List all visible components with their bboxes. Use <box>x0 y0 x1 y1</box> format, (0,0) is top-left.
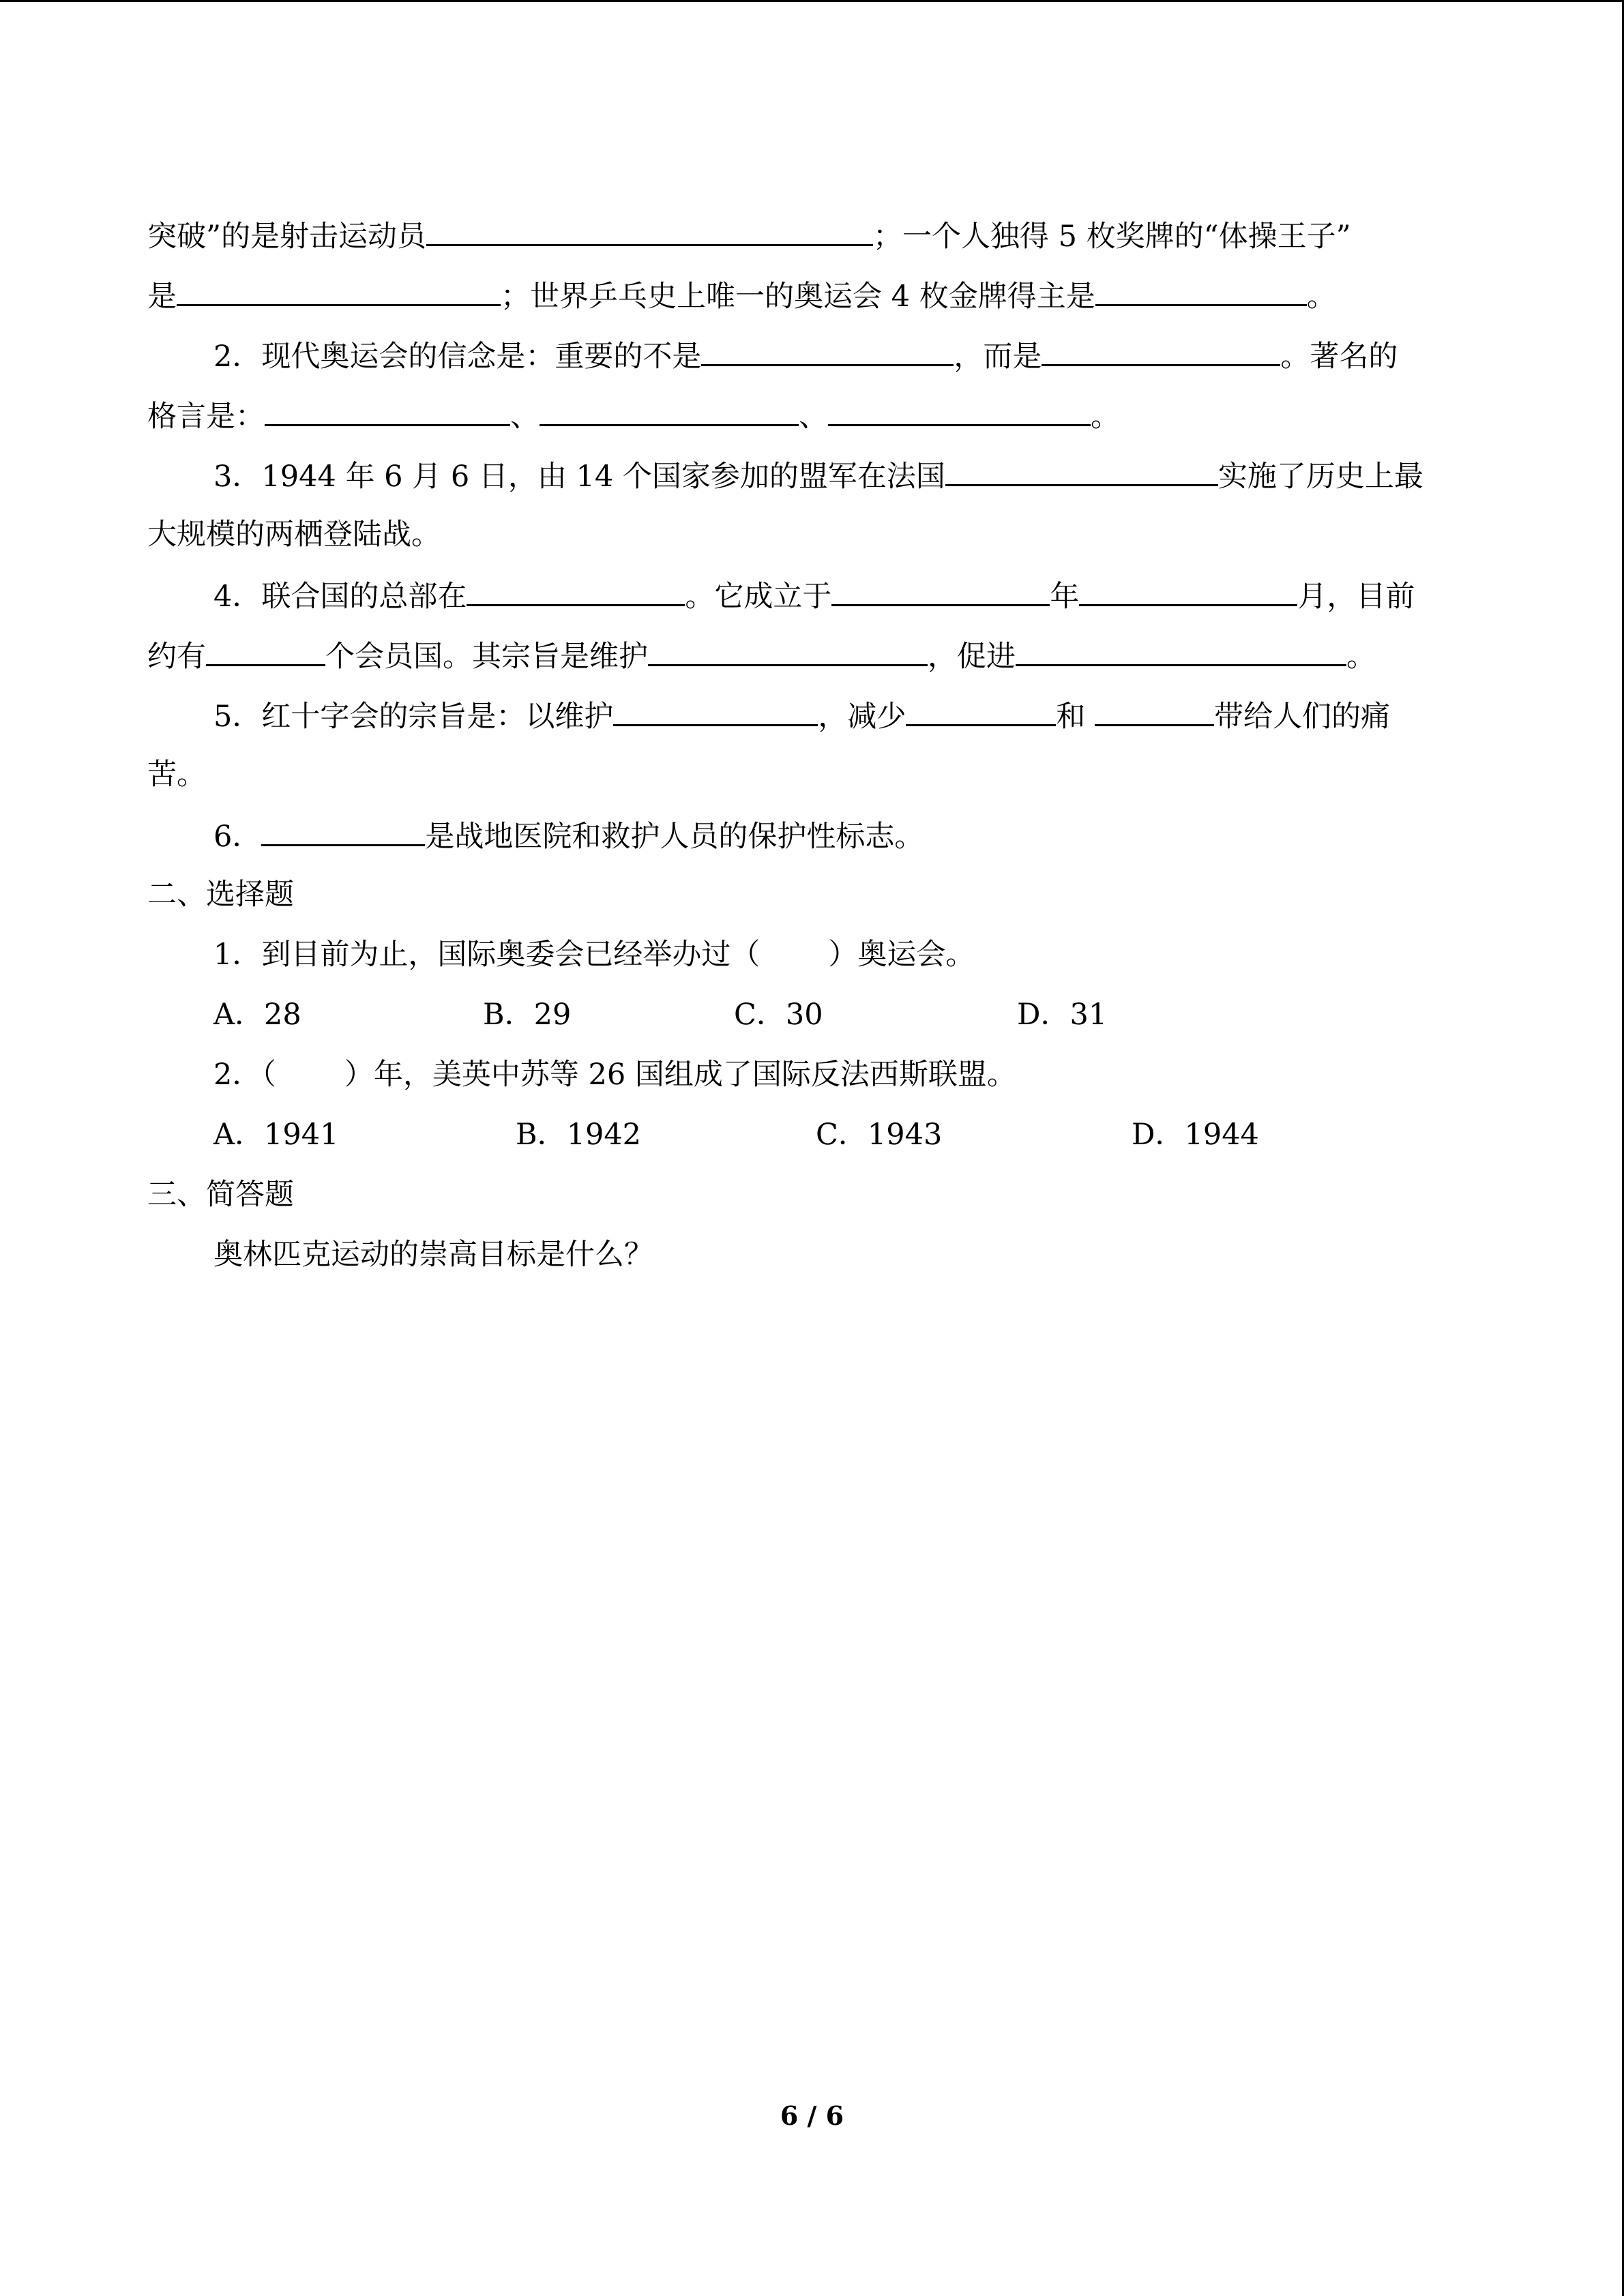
text-segment: 大规模的两栖登陆战。 <box>147 518 441 552</box>
q5-line-2 <box>147 745 1477 805</box>
text-segment: 2．（ <box>213 1058 276 1092</box>
text-segment: 2．现代奥运会的信念是：重要的不是 <box>213 340 702 374</box>
text-segment: 年 <box>1050 580 1080 614</box>
q3-line-1 <box>147 445 1477 505</box>
short-answer-q1 <box>147 1225 1477 1285</box>
text-segment: 。 <box>1091 400 1120 434</box>
text-segment: 约有 <box>147 640 206 674</box>
answer-blank-red-cross-1[interactable] <box>613 685 818 726</box>
text-segment: 。 <box>1306 280 1336 314</box>
text-segment: 。著名的 <box>1280 340 1398 374</box>
text-segment: 苦。 <box>147 758 206 792</box>
option-a[interactable]: A．28 <box>213 998 301 1032</box>
text-segment: 。它成立于 <box>685 580 832 614</box>
text-segment: 月，目前 <box>1297 580 1415 614</box>
answer-blank-gymnast[interactable] <box>177 265 501 306</box>
text-segment: 是 <box>147 280 177 314</box>
answer-blank-table-tennis[interactable] <box>1095 265 1307 306</box>
page-border-top <box>0 0 1624 2</box>
q2-line-1 <box>147 325 1477 385</box>
text-segment: 是战地医院和救护人员的保护性标志。 <box>425 820 924 854</box>
section-heading-choice <box>147 865 1477 925</box>
separator: 、 <box>799 400 828 434</box>
answer-blank-un-year[interactable] <box>831 565 1050 606</box>
answer-blank-belief-2[interactable] <box>1042 325 1280 366</box>
choice-q2-stem <box>147 1045 1477 1105</box>
text-segment: ；世界乒乓史上唯一的奥运会 4 枚金牌得主是 <box>501 280 1095 314</box>
answer-blank-motto-2[interactable] <box>540 385 799 426</box>
q4-line-1 <box>147 565 1477 625</box>
q4-line-2 <box>147 625 1477 685</box>
section-heading: 三、简答题 <box>147 1178 294 1212</box>
answer-blank-un-hq[interactable] <box>467 565 685 606</box>
text-segment: 5．红十字会的宗旨是：以维护 <box>213 700 614 734</box>
text-segment: 1．到目前为止，国际奥委会已经举办过（ <box>213 938 761 972</box>
choice-q2-options <box>147 1105 1477 1165</box>
answer-blank-un-month[interactable] <box>1079 565 1297 606</box>
answer-blank-red-cross-2[interactable] <box>906 685 1056 726</box>
answer-blank-landing-site[interactable] <box>945 445 1218 486</box>
text-segment: 个会员国。其宗旨是维护 <box>325 640 648 674</box>
answer-blank-protective-emblem[interactable] <box>261 805 425 846</box>
text-segment: ）年，美英中苏等 26 国组成了国际反法西斯联盟。 <box>344 1058 1016 1092</box>
question-text: 奥林匹克运动的崇高目标是什么？ <box>213 1238 653 1272</box>
text-segment: ；一个人独得 5 枚奖牌的“体操王子” <box>872 220 1351 254</box>
text-segment: ，促进 <box>928 640 1016 674</box>
answer-blank-red-cross-3[interactable] <box>1095 685 1214 726</box>
answer-blank-maintain[interactable] <box>648 625 928 666</box>
text-segment: 。 <box>1346 640 1376 674</box>
text-segment: 和 <box>1056 700 1086 734</box>
q1-continuation-line-2 <box>147 265 1477 325</box>
choice-q1-options <box>147 985 1477 1045</box>
q2-line-2 <box>147 385 1477 445</box>
text-segment: ）奥运会。 <box>828 938 975 972</box>
section-heading: 二、选择题 <box>147 878 294 912</box>
option-d[interactable]: D．1944 <box>1132 1118 1259 1152</box>
q1-continuation-line-1 <box>147 205 1477 265</box>
page-number: 6 / 6 <box>780 2100 844 2131</box>
answer-blank-motto-3[interactable] <box>828 385 1091 426</box>
choice-q1-stem <box>147 925 1477 985</box>
separator: 、 <box>510 400 540 434</box>
answer-blank-shooter[interactable] <box>426 205 873 246</box>
text-segment: ，减少 <box>818 700 906 734</box>
option-b[interactable]: B．1942 <box>516 1118 642 1152</box>
text-segment: 带给人们的痛 <box>1214 700 1391 734</box>
answer-blank-belief-1[interactable] <box>701 325 954 366</box>
option-d[interactable]: D．31 <box>1017 998 1108 1032</box>
answer-blank-motto-1[interactable] <box>265 385 510 426</box>
text-segment: 6． <box>213 820 262 854</box>
text-segment: 格言是： <box>147 400 265 434</box>
option-c[interactable]: C．30 <box>734 998 823 1032</box>
text-segment: ，而是 <box>954 340 1042 374</box>
text-segment: 4．联合国的总部在 <box>213 580 467 614</box>
answer-blank-member-count[interactable] <box>206 625 325 666</box>
worksheet-page <box>147 205 1477 1285</box>
text-segment: 3．1944 年 6 月 6 日，由 14 个国家参加的盟军在法国 <box>213 460 945 494</box>
text-segment: 突破”的是射击运动员 <box>147 220 426 254</box>
text-segment: 实施了历史上最 <box>1217 460 1423 494</box>
answer-blank-promote[interactable] <box>1016 625 1346 666</box>
q5-line-1 <box>147 685 1477 745</box>
option-a[interactable]: A．1941 <box>213 1118 339 1152</box>
q6-line-1 <box>147 805 1477 865</box>
section-heading-short-answer <box>147 1165 1477 1225</box>
option-c[interactable]: C．1943 <box>816 1118 943 1152</box>
option-b[interactable]: B．29 <box>483 998 572 1032</box>
q3-line-2 <box>147 505 1477 565</box>
